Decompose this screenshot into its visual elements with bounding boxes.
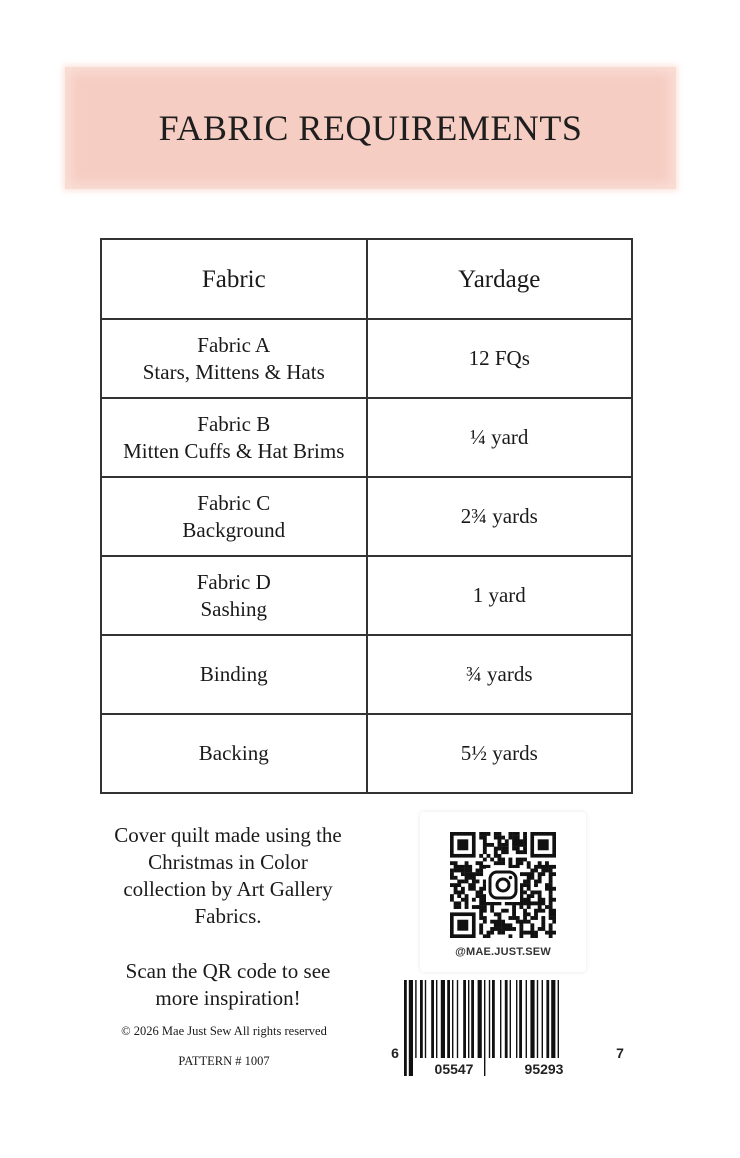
fabric-cell [101,635,367,714]
yardage-cell: 2¾ yards [367,477,633,556]
fabric-name: Fabric D [196,569,271,594]
instagram-handle: @MAE.JUST.SEW [455,946,551,958]
table-row [101,477,632,556]
table-row [101,556,632,635]
table-row [101,635,632,714]
fabric-use: Mitten Cuffs & Hat Brims [123,438,345,463]
copyright: © 2026 Mae Just Sew All rights reserved [121,1024,327,1038]
fabric-use: Sashing [200,596,267,621]
fabric-name: Fabric A [197,332,271,357]
yardage-cell: 1 yard [367,556,633,635]
pattern-number: PATTERN # 1007 [178,1054,270,1068]
fabric-cell [101,319,367,398]
header-fabric: Fabric [101,239,367,319]
fabric-name: Backing [198,741,269,765]
barcode-right-digits: 95293 [524,1061,564,1077]
yardage-cell: 12 FQs [367,319,633,398]
yardage-cell: 5½ yards [367,714,633,793]
notes [108,822,348,1012]
fabric-use: Background [182,517,286,542]
fabric-cell [101,714,367,793]
fabric-name: Fabric C [197,490,271,515]
fabric-cell [101,398,367,477]
collection-note: Cover quilt made using the Christmas in Color collection by Art Gallery Fabrics. [114,823,342,928]
qr-card [420,812,586,972]
fabric-cell [101,477,367,556]
table-row [101,319,632,398]
yardage-cell: ¼ yard [367,398,633,477]
yardage-cell: ¾ yards [367,635,633,714]
header-yardage: Yardage [367,239,633,319]
qr-code[interactable] [450,832,556,938]
barcode-lead-digit: 6 [391,1045,399,1061]
scan-note: Scan the QR code to see more inspiration! [125,959,331,1010]
barcode-check-digit: 7 [616,1045,624,1061]
fabric-use: Stars, Mittens & Hats [142,359,325,384]
table-row [101,714,632,793]
table-row [101,398,632,477]
table-header-row [101,239,632,319]
instagram-icon [486,868,520,902]
fabric-cell [101,556,367,635]
page-title: FABRIC REQUIREMENTS [158,108,583,148]
fabric-name: Binding [199,662,268,686]
fabric-requirements-table [100,238,633,794]
barcode-left-digits: 05547 [434,1061,474,1077]
barcode [386,978,626,1080]
title-banner [65,67,676,189]
fabric-name: Fabric B [197,411,271,436]
